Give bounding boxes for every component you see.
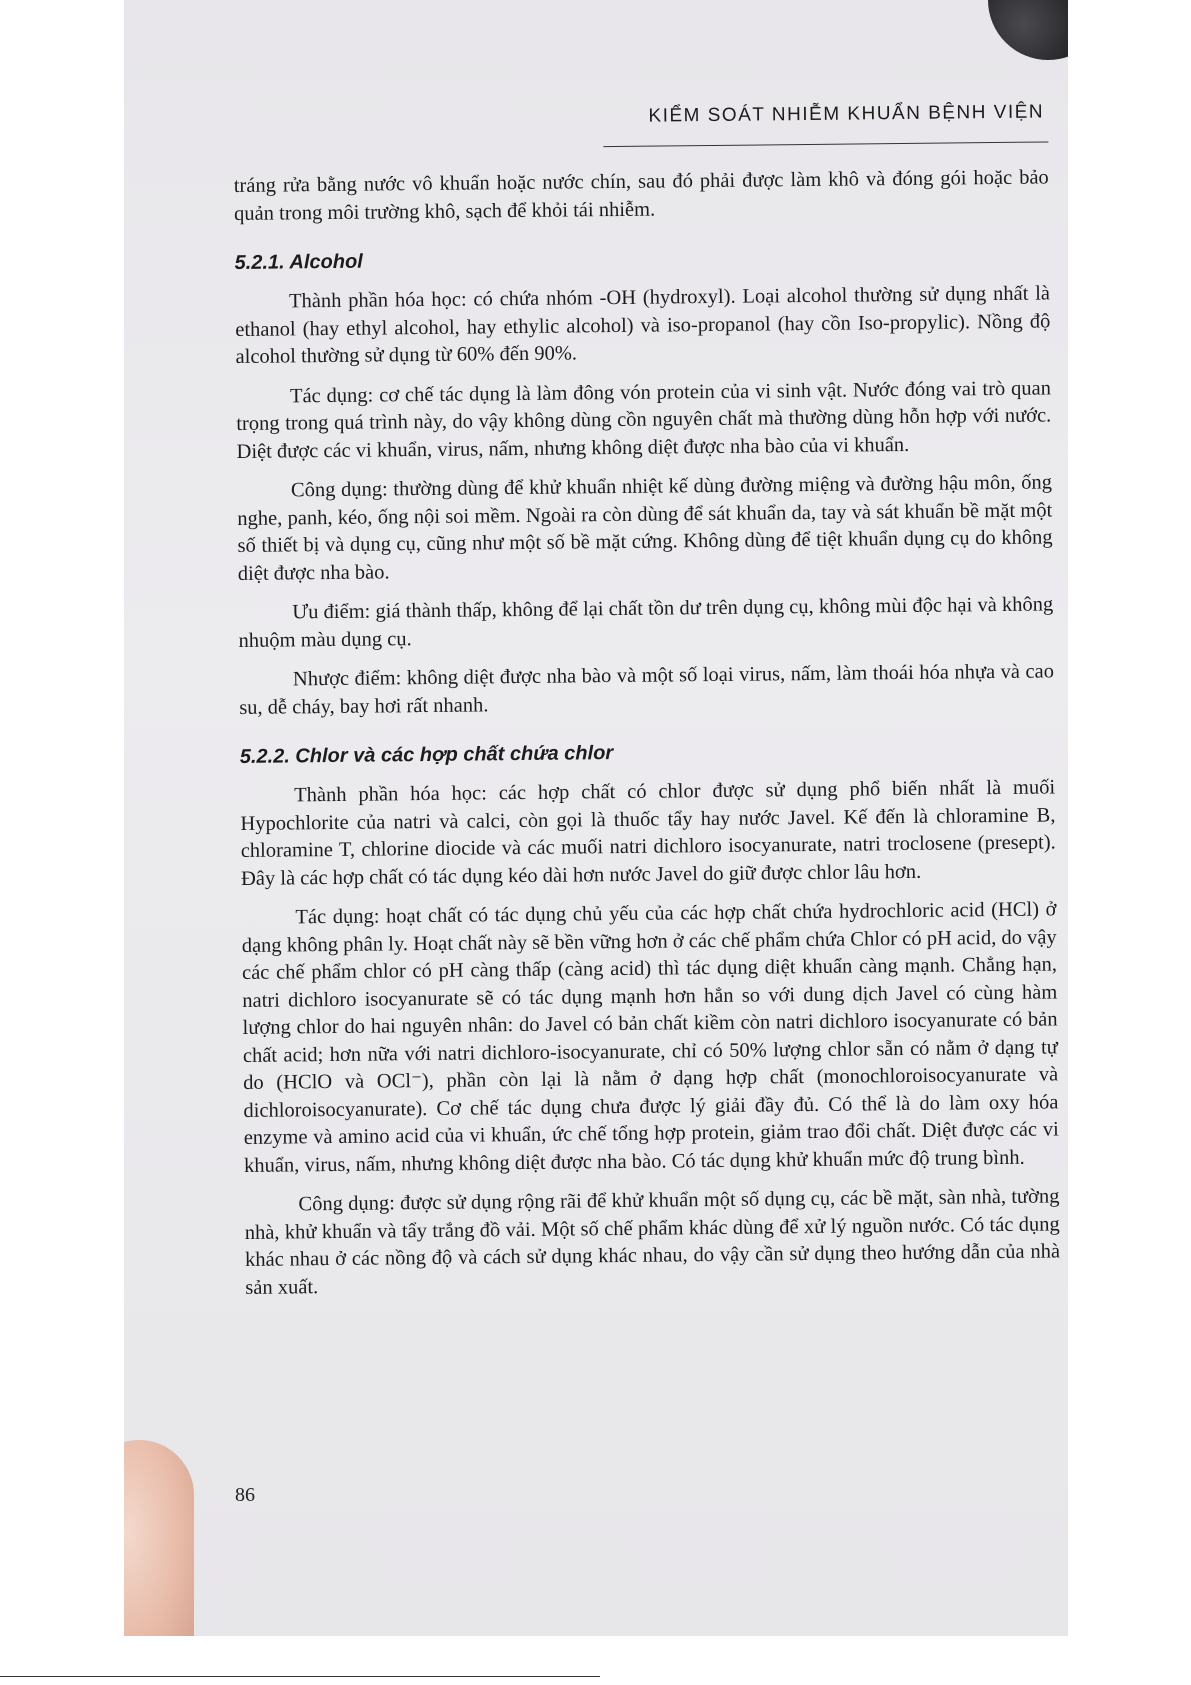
paragraph: Công dụng: được sử dụng rộng rãi để khử khuẩn một số dụng cụ, các bề mặt, sàn nhà, tường nhà, khử khuẩn và tẩy trắng đồ vải. Một số chế phẩm khác dùng để xử lý nguồn nước. Có tác dụng khác nhau ở các nồng độ và cách sử dụng khác nhau, do vậy cần sử dụng theo hướng dẫn của nhà sản xuất. — [244, 1185, 1061, 1299]
header-rule — [603, 141, 1048, 147]
paragraph: Công dụng: thường dùng để khử khuẩn nhiệt kế dùng đường miệng và đường hậu môn, ống nghe, panh, kéo, ống nội soi mềm. Ngoài ra còn dùng để sát khuẩn da, tay và sát khuẩn bề mặt một số thiết bị và dụng cụ, cũng như một số bề mặt cứng. Không dùng để tiệt khuẩn dụng cụ do không diệt được nha bào. — [237, 471, 1053, 585]
paragraph: Tác dụng: cơ chế tác dụng là làm đông vón protein của vi sinh vật. Nước đóng vai trò quan trọng trong quá trình này, do vậy không dùng cồn nguyên chất mà thường dùng hỗn hợp với nước. Diệt được các vi khuẩn, virus, nấm, nhưng không diệt được nha bào của vi khuẩn. — [236, 376, 1052, 463]
paragraph: Ưu điểm: giá thành thấp, không để lại chất tồn dư trên dụng cụ, không mùi độc hại và không nhuộm màu dụng cụ. — [238, 593, 1054, 652]
section-title: 5.2.1. Alcohol — [234, 250, 363, 274]
page-number: 86 — [235, 1484, 255, 1506]
intro-paragraph: tráng rửa bằng nước vô khuẩn hoặc nước chín, sau đó phải được làm khô và đóng gói hoặc bảo quản trong môi trường khô, sạch để khỏi tái nhiễm. — [233, 166, 1049, 225]
running-header: KIỂM SOÁT NHIỄM KHUẨN BỆNH VIỆN — [648, 101, 1045, 127]
section-title: 5.2.2. Chlor và các hợp chất chứa chlor — [239, 742, 614, 768]
paragraph: Tác dụng: hoạt chất có tác dụng chủ yếu của các hợp chất chứa hydrochloric acid (HCl) ở dạng không phân ly. Hoạt chất này sẽ bền vững hơn ở các chế phẩm chứa Chlor có pH acid, do vậy các chế phẩm chlor có pH càng thấp (càng acid) thì tác dụng diệt khuẩn càng mạnh. Chẳng hạn, natri dichloro isocyanurate sẽ có tác dụng mạnh hơn hẳn so với dung dịch Javel có cùng hàm lượng chlor do hai nguyên nhân: do Javel có bản chất kiềm còn natri dichloro isocyanurate có bản chất acid; hơn nữa với natri dichloro-isocyanurate, chỉ có 50% lượng chlor sẵn có nằm ở dạng tự do (HClO và OCl⁻), phần còn lại là nằm ở dạng hợp chất (monochloroisocyanurate và dichloroisocyanurate). Cơ chế tác dụng chưa được lý giải đầy đủ. Có thể là do làm oxy hóa enzyme và amino acid của vi khuẩn, ức chế tổng hợp protein, giảm trao đổi chất. Diệt được các vi khuẩn, virus, nấm, nhưng không diệt được nha bào. Có tác dụng khử khuẩn mức độ trung bình. — [241, 898, 1059, 1177]
book-corner-shadow — [988, 0, 1068, 60]
section-alcohol — [234, 243, 1054, 722]
paragraph: Thành phần hóa học: có chứa nhóm -OH (hydroxyl). Loại alcohol thường sử dụng nhất là ethanol (hay ethyl alcohol, hay ethylic alcohol) và iso-propanol (hay cồn Iso-propylic). Nồng độ alcohol thường sử dụng từ 60% đến 90%. — [235, 282, 1051, 368]
page-content — [233, 101, 1061, 1313]
finger — [124, 1440, 194, 1636]
paragraph: Thành phần hóa học: các hợp chất có chlor được sử dụng phổ biến nhất là muối Hypochlorite của natri và calci, còn gọi là thuốc tẩy hay nước Javel. Kế đến là chloramine B, chloramine T, chlorine diocide và các muối natri dichloro isocyanurate, natri troclosene (presept). Đây là các hợp chất có tác dụng kéo dài hơn nước Javel do giữ được chlor lâu hơn. — [240, 776, 1056, 890]
paragraph: Nhược điểm: không diệt được nha bào và một số loại virus, nấm, làm thoái hóa nhựa và cao su, dễ cháy, bay hơi rất nhanh. — [239, 660, 1055, 719]
bottom-rule — [0, 1676, 600, 1677]
section-chlor — [240, 737, 1061, 1302]
